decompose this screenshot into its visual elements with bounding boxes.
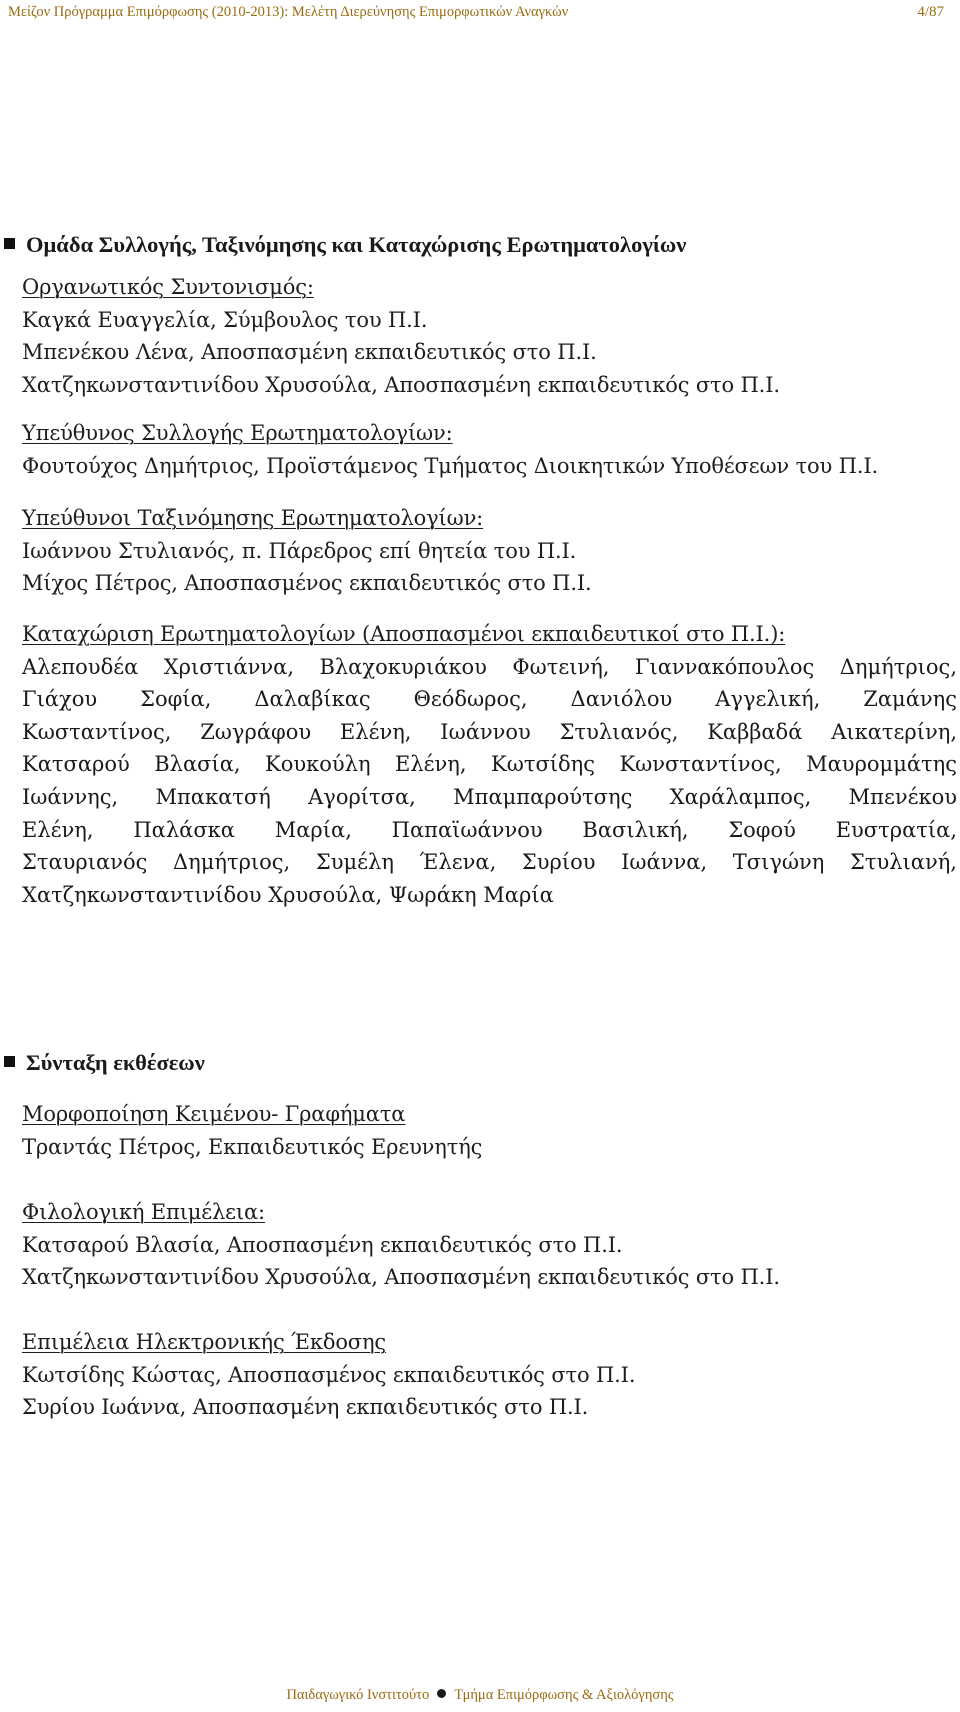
org-coordination-block (22, 271, 957, 401)
org-member: Μπενέκου Λένα, Αποσπασμένη εκπαιδευτικός στο Π.Ι. (22, 340, 597, 365)
entry-names-line: Αλεπουδέα Χριστιάννα, Βλαχοκυριάκου Φωτεινή, Γιαννακόπουλος Δημήτριος, (22, 654, 957, 679)
collection-responsible-label: Υπεύθυνος Συλλογής Ερωτηματολογίων: (22, 421, 453, 445)
section-heading-text: Ομάδα Συλλογής, Ταξινόμησης και Καταχώρισης Ερωτηματολογίων (26, 232, 687, 257)
collection-responsible-member: Φουτούχος Δημήτριος, Προϊστάμενος Τμήματος Διοικητικών Υποθέσεων του Π.Ι. (22, 453, 879, 478)
electronic-edition-member: Συρίου Ιωάννα, Αποσπασμένη εκπαιδευτικός στο Π.Ι. (22, 1395, 589, 1420)
section-heading-reports (22, 1050, 205, 1076)
running-footer (0, 1687, 960, 1704)
classification-responsible-block (22, 502, 957, 600)
entry-names-line: Γιάχου Σοφία, Δαλαβίκας Θεόδωρος, Δανιόλου Αγγελική, Ζαμάνης (22, 687, 957, 712)
bullet-dot-icon (437, 1689, 446, 1698)
electronic-edition-member: Κωτσίδης Κώστας, Αποσπασμένος εκπαιδευτικός στο Π.Ι. (22, 1362, 636, 1387)
editing-block (22, 1196, 957, 1294)
collection-responsible-block (22, 417, 957, 482)
entry-names-line: Κωσταντίνος, Ζωγράφου Ελένη, Ιωάννου Στυλιανός, Καββαδά Αικατερίνη, (22, 719, 957, 744)
footer-department: Τμήμα Επιμόρφωσης & Αξιολόγησης (454, 1687, 674, 1703)
footer-institute: Παιδαγωγικό Ινστιτούτο (286, 1687, 430, 1703)
org-member: Καγκά Ευαγγελία, Σύμβουλος του Π.Ι. (22, 307, 428, 332)
classification-responsible-label: Υπεύθυνοι Ταξινόμησης Ερωτηματολογίων: (22, 506, 484, 530)
formatting-block (22, 1098, 957, 1163)
org-member: Χατζηκωνσταντινίδου Χρυσούλα, Αποσπασμένη εκπαιδευτικός στο Π.Ι. (22, 372, 780, 397)
editing-member: Κατσαρού Βλασία, Αποσπασμένη εκπαιδευτικός στο Π.Ι. (22, 1232, 623, 1257)
formatting-member: Τραντάς Πέτρος, Εκπαιδευτικός Ερευνητής (22, 1134, 483, 1159)
entry-names-line: Χατζηκωνσταντινίδου Χρυσούλα, Ψωράκη Μαρία (22, 882, 554, 907)
section-heading-collection-team (22, 232, 686, 258)
header-title: Μείζον Πρόγραμμα Επιμόρφωσης (2010-2013): Μελέτη Διερεύνησης Επιμορφωτικών Αναγκών (8, 4, 569, 20)
square-bullet-icon (4, 1056, 15, 1067)
page-number: 4/87 (917, 4, 944, 20)
electronic-edition-block (22, 1326, 957, 1424)
editing-member: Χατζηκωνσταντινίδου Χρυσούλα, Αποσπασμένη εκπαιδευτικός στο Π.Ι. (22, 1265, 780, 1290)
entry-names-line: Ιωάννης, Μπακατσή Αγορίτσα, Μπαμπαρούτσης Χαράλαμπος, Μπενέκου (22, 784, 957, 809)
classification-member: Ιωάννου Στυλιανός, π. Πάρεδρος επί θητεία του Π.Ι. (22, 538, 577, 563)
classification-member: Μίχος Πέτρος, Αποσπασμένος εκπαιδευτικός στο Π.Ι. (22, 571, 592, 596)
entry-names-line: Κατσαρού Βλασία, Κουκούλη Ελένη, Κωτσίδης Κωνσταντίνος, Μαυρομμάτης (22, 752, 957, 777)
square-bullet-icon (4, 238, 15, 249)
section-heading-text: Σύνταξη εκθέσεων (26, 1050, 205, 1075)
editing-label: Φιλολογική Επιμέλεια: (22, 1200, 265, 1224)
running-header (8, 4, 952, 28)
entry-names-line: Ελένη, Παλάσκα Μαρία, Παπαϊωάννου Βασιλική, Σοφού Ευστρατία, (22, 817, 957, 842)
entry-block (22, 618, 957, 911)
org-coordination-label: Οργανωτικός Συντονισμός: (22, 275, 314, 299)
entry-names-line: Σταυριανός Δημήτριος, Συμέλη Έλενα, Συρίου Ιωάννα, Τσιγώνη Στυλιανή, (22, 850, 957, 875)
electronic-edition-label: Επιμέλεια Ηλεκτρονικής Έκδοσης (22, 1330, 387, 1354)
entry-label: Καταχώριση Ερωτηματολογίων (Αποσπασμένοι εκπαιδευτικοί στο Π.Ι.): (22, 622, 786, 646)
formatting-label: Μορφοποίηση Κειμένου- Γραφήματα (22, 1102, 406, 1126)
